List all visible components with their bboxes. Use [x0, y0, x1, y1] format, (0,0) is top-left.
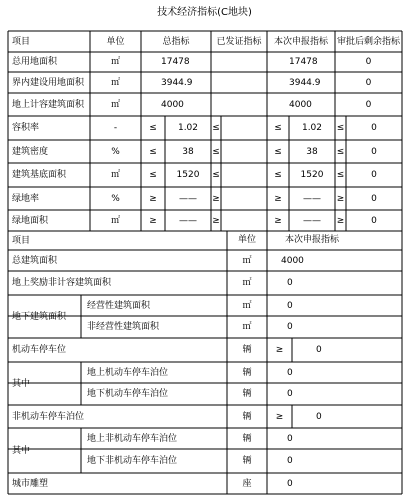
row-unit: ㎡: [110, 99, 120, 110]
section2-row-label: 机动车停车位: [12, 345, 67, 355]
section2-row-unit: ㎡: [242, 300, 252, 311]
remaining-value: 0: [365, 57, 372, 67]
section2-row-value: 0: [316, 345, 322, 355]
section2-sub-label: 地下非机动车停车泊位: [87, 456, 178, 466]
issued-operator: ≥: [212, 193, 220, 204]
section2-row-value: 0: [287, 433, 293, 444]
section2-row-value: 0: [287, 278, 293, 288]
section2-row-operator: ≥: [275, 345, 284, 355]
total-operator: ≥: [149, 193, 157, 204]
section2-row-value: 0: [287, 322, 293, 332]
section2-row-unit: 辆: [242, 456, 252, 466]
current-value: 17478: [289, 57, 318, 67]
current-operator: ≥: [274, 193, 282, 204]
current-value: 1.02: [301, 123, 323, 133]
total-operator: ≤: [149, 123, 157, 133]
header-total: 总指标: [162, 36, 190, 47]
issued-operator: ≤: [212, 123, 220, 133]
section2-row-value: 0: [287, 367, 293, 378]
total-value: ——: [179, 215, 197, 226]
row-label: 绿地率: [12, 193, 40, 204]
section2-row-unit: ㎡: [242, 255, 252, 266]
remaining-value: 0: [371, 123, 377, 133]
header-issued: 已发证指标: [216, 36, 262, 47]
header-current: 本次申报指标: [273, 36, 328, 47]
row-unit: %: [111, 146, 120, 157]
row-label: 建筑基底面积: [12, 170, 67, 180]
remaining-operator: ≤: [336, 123, 345, 133]
remaining-value: 0: [371, 193, 377, 204]
section2-sub-label: 非经营性建筑面积: [87, 322, 160, 332]
current-operator: ≤: [274, 170, 282, 180]
section2-row-unit: ㎡: [242, 322, 252, 332]
remaining-operator: ≤: [336, 170, 345, 180]
section2-row-label: 非机动车停车泊位: [12, 411, 85, 422]
section2-row-value: 0: [287, 300, 293, 311]
section2-sub-label: 地上机动车停车泊位: [87, 367, 169, 378]
current-operator: ≤: [274, 146, 282, 157]
row-label: 界内建设用地面积: [12, 77, 85, 88]
section2-row-unit: 辆: [242, 411, 252, 422]
remaining-operator: ≤: [336, 146, 345, 157]
row-label: 地上计容建筑面积: [12, 99, 85, 110]
section2-row-value: 0: [316, 411, 322, 422]
row-label: 容积率: [12, 123, 40, 133]
section2-header-unit: 单位: [237, 234, 256, 245]
issued-operator: ≤: [212, 170, 220, 180]
current-value: ——: [303, 193, 321, 204]
current-operator: ≤: [274, 123, 282, 133]
section2-row-unit: 辆: [242, 389, 252, 399]
section2-header-item: 项目: [12, 235, 31, 246]
section2-row-value: 0: [287, 456, 293, 466]
row-unit: ㎡: [110, 77, 120, 88]
section2-row-value: 4000: [281, 255, 304, 266]
remaining-value: 0: [371, 170, 377, 180]
header-item: 项目: [12, 36, 31, 47]
current-value: 3944.9: [289, 77, 321, 88]
section2-sub-label: 经营性建筑面积: [87, 300, 151, 311]
total-value: 1520: [176, 170, 200, 180]
current-operator: ≥: [274, 215, 282, 226]
current-value: ——: [303, 215, 321, 226]
section2-row-unit: 辆: [242, 433, 252, 444]
row-unit: ㎡: [110, 57, 120, 67]
issued-operator: ≤: [212, 146, 220, 157]
current-value: 1520: [300, 170, 324, 180]
total-value: 38: [182, 146, 194, 157]
remaining-value: 0: [371, 146, 377, 157]
current-value: 4000: [289, 99, 312, 110]
total-value: 4000: [161, 99, 184, 110]
section2-row-unit: 辆: [242, 367, 252, 378]
section2-group-label: 地下建筑面积: [12, 311, 67, 322]
row-label: 建筑密度: [12, 146, 49, 157]
section2-row-value: 0: [287, 389, 293, 399]
remaining-operator: ≥: [336, 193, 345, 204]
header-remaining: 审批后剩余指标: [336, 36, 400, 47]
header-unit: 单位: [106, 36, 125, 47]
section2-row-unit: 辆: [242, 345, 252, 355]
issued-operator: ≥: [212, 215, 220, 226]
row-unit: ㎡: [110, 170, 120, 180]
row-unit: ㎡: [110, 215, 120, 226]
remaining-value: 0: [365, 77, 372, 88]
total-operator: ≥: [149, 215, 157, 226]
table-title: 技术经济指标(C地块): [157, 7, 252, 18]
current-value: 38: [306, 146, 318, 157]
total-value: 17478: [161, 57, 190, 67]
section2-sub-label: 地上非机动车停车泊位: [87, 433, 178, 444]
total-value: 3944.9: [161, 77, 193, 88]
total-value: 1.02: [177, 123, 199, 133]
row-unit: -: [113, 123, 118, 133]
section2-row-unit: 座: [242, 478, 252, 489]
section2-group-label: 其中: [12, 445, 31, 456]
row-label: 绿地面积: [12, 215, 49, 226]
remaining-operator: ≥: [336, 215, 345, 226]
total-operator: ≤: [149, 146, 157, 157]
remaining-value: 0: [371, 215, 377, 226]
total-value: ——: [179, 193, 197, 204]
section2-header-value: 本次申报指标: [285, 234, 340, 245]
section2-row-label: 城市雕塑: [12, 478, 49, 489]
total-operator: ≤: [149, 170, 157, 180]
section2-row-unit: ㎡: [242, 278, 252, 288]
section2-sub-label: 地下机动车停车泊位: [87, 389, 169, 399]
remaining-value: 0: [365, 99, 372, 110]
section2-row-label: 地上奖励非计容建筑面积: [12, 278, 112, 288]
section2-row-value: 0: [287, 478, 293, 489]
row-unit: %: [111, 193, 120, 204]
row-label: 总用地面积: [12, 57, 58, 67]
section2-row-operator: ≥: [275, 411, 284, 422]
section2-row-label: 总建筑面积: [12, 255, 58, 266]
section2-group-label: 其中: [12, 378, 31, 389]
